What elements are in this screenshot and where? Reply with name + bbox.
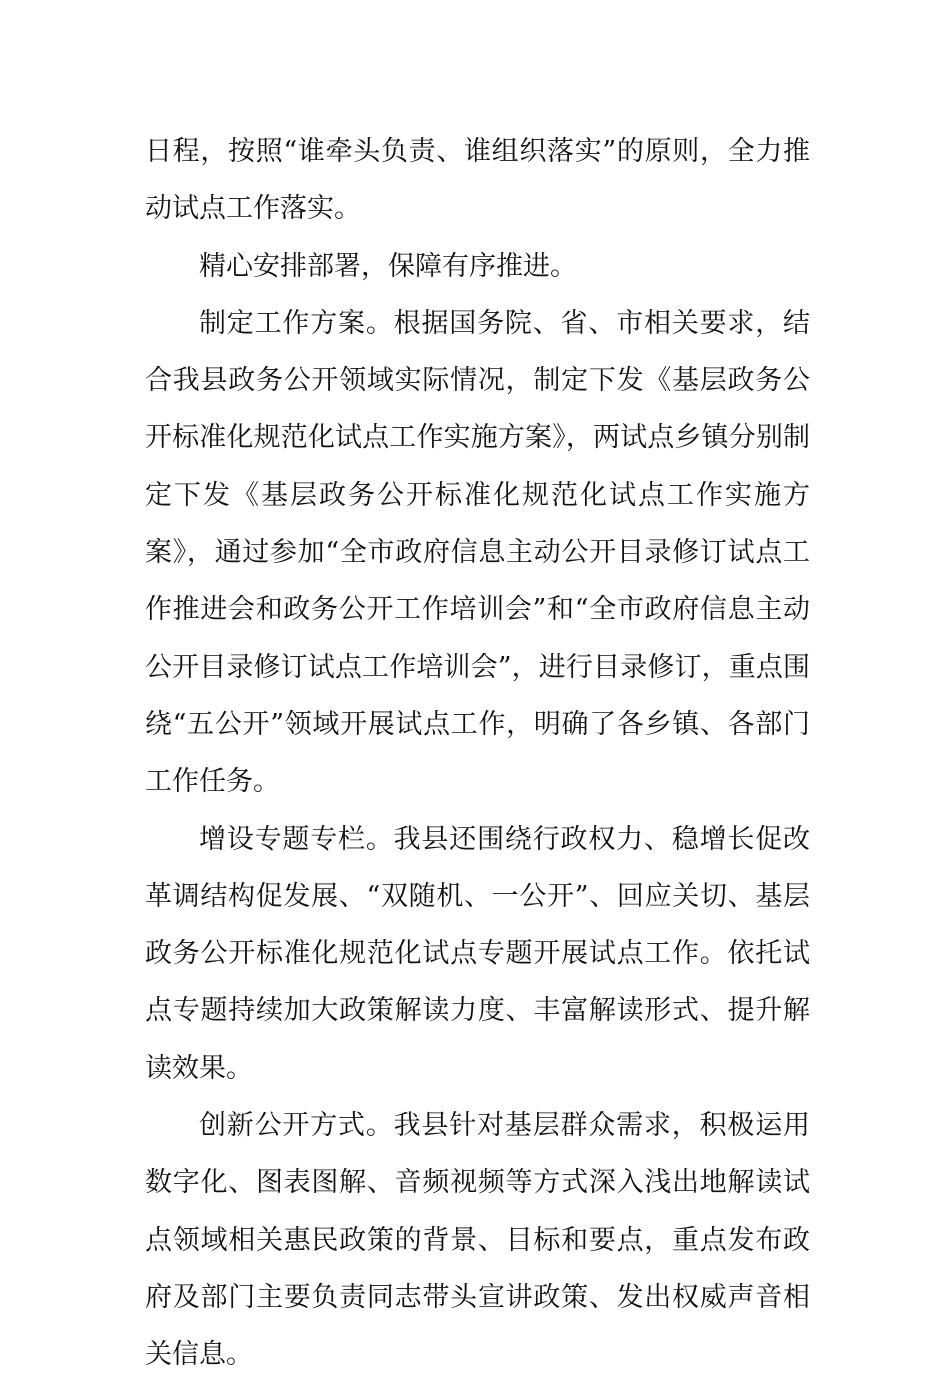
paragraph-disclosure-method: 创新公开方式。我县针对基层群众需求，积极运用数字化、图表图解、音频视频等方式深入浅出地解读试点领域相关惠民政策的背景、目标和要点，重点发布政府及部门主要负责同志带头宣讲政策、发出权威声音相关信息。 — [145, 1110, 810, 1371]
paragraph-heading-arrangement: 精心安排部署，保障有序推进。 — [199, 250, 577, 282]
paragraph-continuation: 日程，按照“谁牵头负责、谁组织落实”的原则，全力推动试点工作落实。 — [145, 136, 810, 225]
paragraph-special-column: 增设专题专栏。我县还围绕行政权力、稳增长促改革调结构促发展、“双随机、一公开”、回应关切、基层政务公开标准化规范化试点专题开展试点工作。依托试点专题持续加大政策解读力度、丰富解读形式、提升解读效果。 — [145, 823, 810, 1084]
document-body — [145, 123, 810, 1384]
paragraph-work-plan: 制定工作方案。根据国务院、省、市相关要求，结合我县政务公开领域实际情况，制定下发《基层政务公开标准化规范化试点工作实施方案》，两试点乡镇分别制定下发《基层政务公开标准化规范化试点工作实施方案》，通过参加“全市政府信息主动公开目录修订试点工作推进会和政务公开工作培训会”和“全市政府信息主动公开目录修订试点工作培训会”，进行目录修订，重点围绕“五公开”领域开展试点工作，明确了各乡镇、各部门工作任务。 — [145, 307, 810, 798]
